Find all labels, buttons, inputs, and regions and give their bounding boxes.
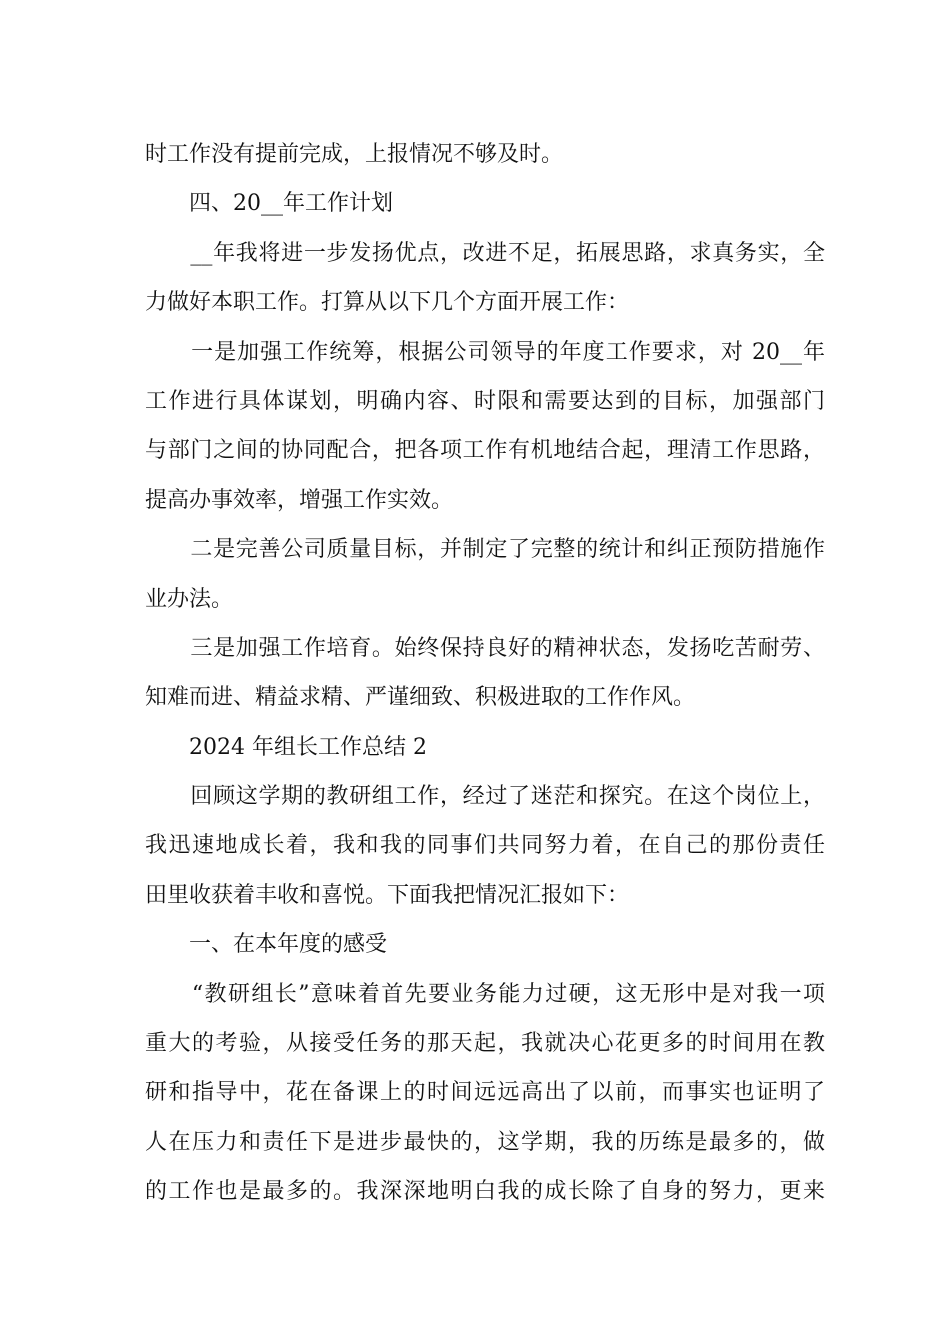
text-line-18: “教研组长”意味着首先要业务能力过硬，这无形中是对我一项 bbox=[145, 981, 825, 1007]
text-line-16: 田里收获着丰收和喜悦。下面我把情况汇报如下： bbox=[145, 882, 630, 908]
text-line-8: 提高办事效率，增强工作实效。 bbox=[145, 487, 454, 513]
text-line-20: 研和指导中，花在备课上的时间远远高出了以前，而事实也证明了 bbox=[145, 1080, 825, 1106]
text-line-9: 二是完善公司质量目标，并制定了完整的统计和纠正预防措施作 bbox=[145, 537, 825, 563]
text-line-14: 回顾这学期的教研组工作，经过了迷茫和探究。在这个岗位上， bbox=[145, 784, 825, 810]
document-title: 2024 年组长工作总结 2 bbox=[145, 734, 427, 760]
text-line-10: 业办法。 bbox=[145, 586, 234, 612]
text-line-3: __年我将进一步发扬优点，改进不足，拓展思路，求真务实，全 bbox=[145, 240, 825, 266]
text-line-11: 三是加强工作培育。始终保持良好的精神状态，发扬吃苦耐劳、 bbox=[145, 635, 825, 661]
text-line-4: 力做好本职工作。打算从以下几个方面开展工作： bbox=[145, 290, 630, 316]
text-line-7: 与部门之间的协同配合，把各项工作有机地结合起，理清工作思路， bbox=[145, 438, 825, 464]
section-heading-feelings: 一、在本年度的感受 bbox=[145, 932, 388, 958]
text-line-19: 重大的考验，从接受任务的那天起，我就决心花更多的时间用在教 bbox=[145, 1031, 825, 1057]
document-body bbox=[145, 130, 825, 1217]
text-line-12: 知难而进、精益求精、严谨细致、积极进取的工作作风。 bbox=[145, 685, 696, 711]
text-line-6: 工作进行具体谋划，明确内容、时限和需要达到的目标，加强部门 bbox=[145, 388, 825, 414]
text-line-15: 我迅速地成长着，我和我的同事们共同努力着，在自己的那份责任 bbox=[145, 833, 825, 859]
text-line-22: 的工作也是最多的。我深深地明白我的成长除了自身的努力，更来 bbox=[145, 1179, 825, 1205]
text-line-5: 一是加强工作统筹，根据公司领导的年度工作要求，对 20__年 bbox=[145, 339, 825, 365]
text-line-1: 时工作没有提前完成，上报情况不够及时。 bbox=[145, 142, 564, 167]
section-heading-work-plan: 四、20__年工作计划 bbox=[145, 191, 393, 217]
text-line-21: 人在压力和责任下是进步最快的，这学期，我的历练是最多的，做 bbox=[145, 1129, 825, 1155]
